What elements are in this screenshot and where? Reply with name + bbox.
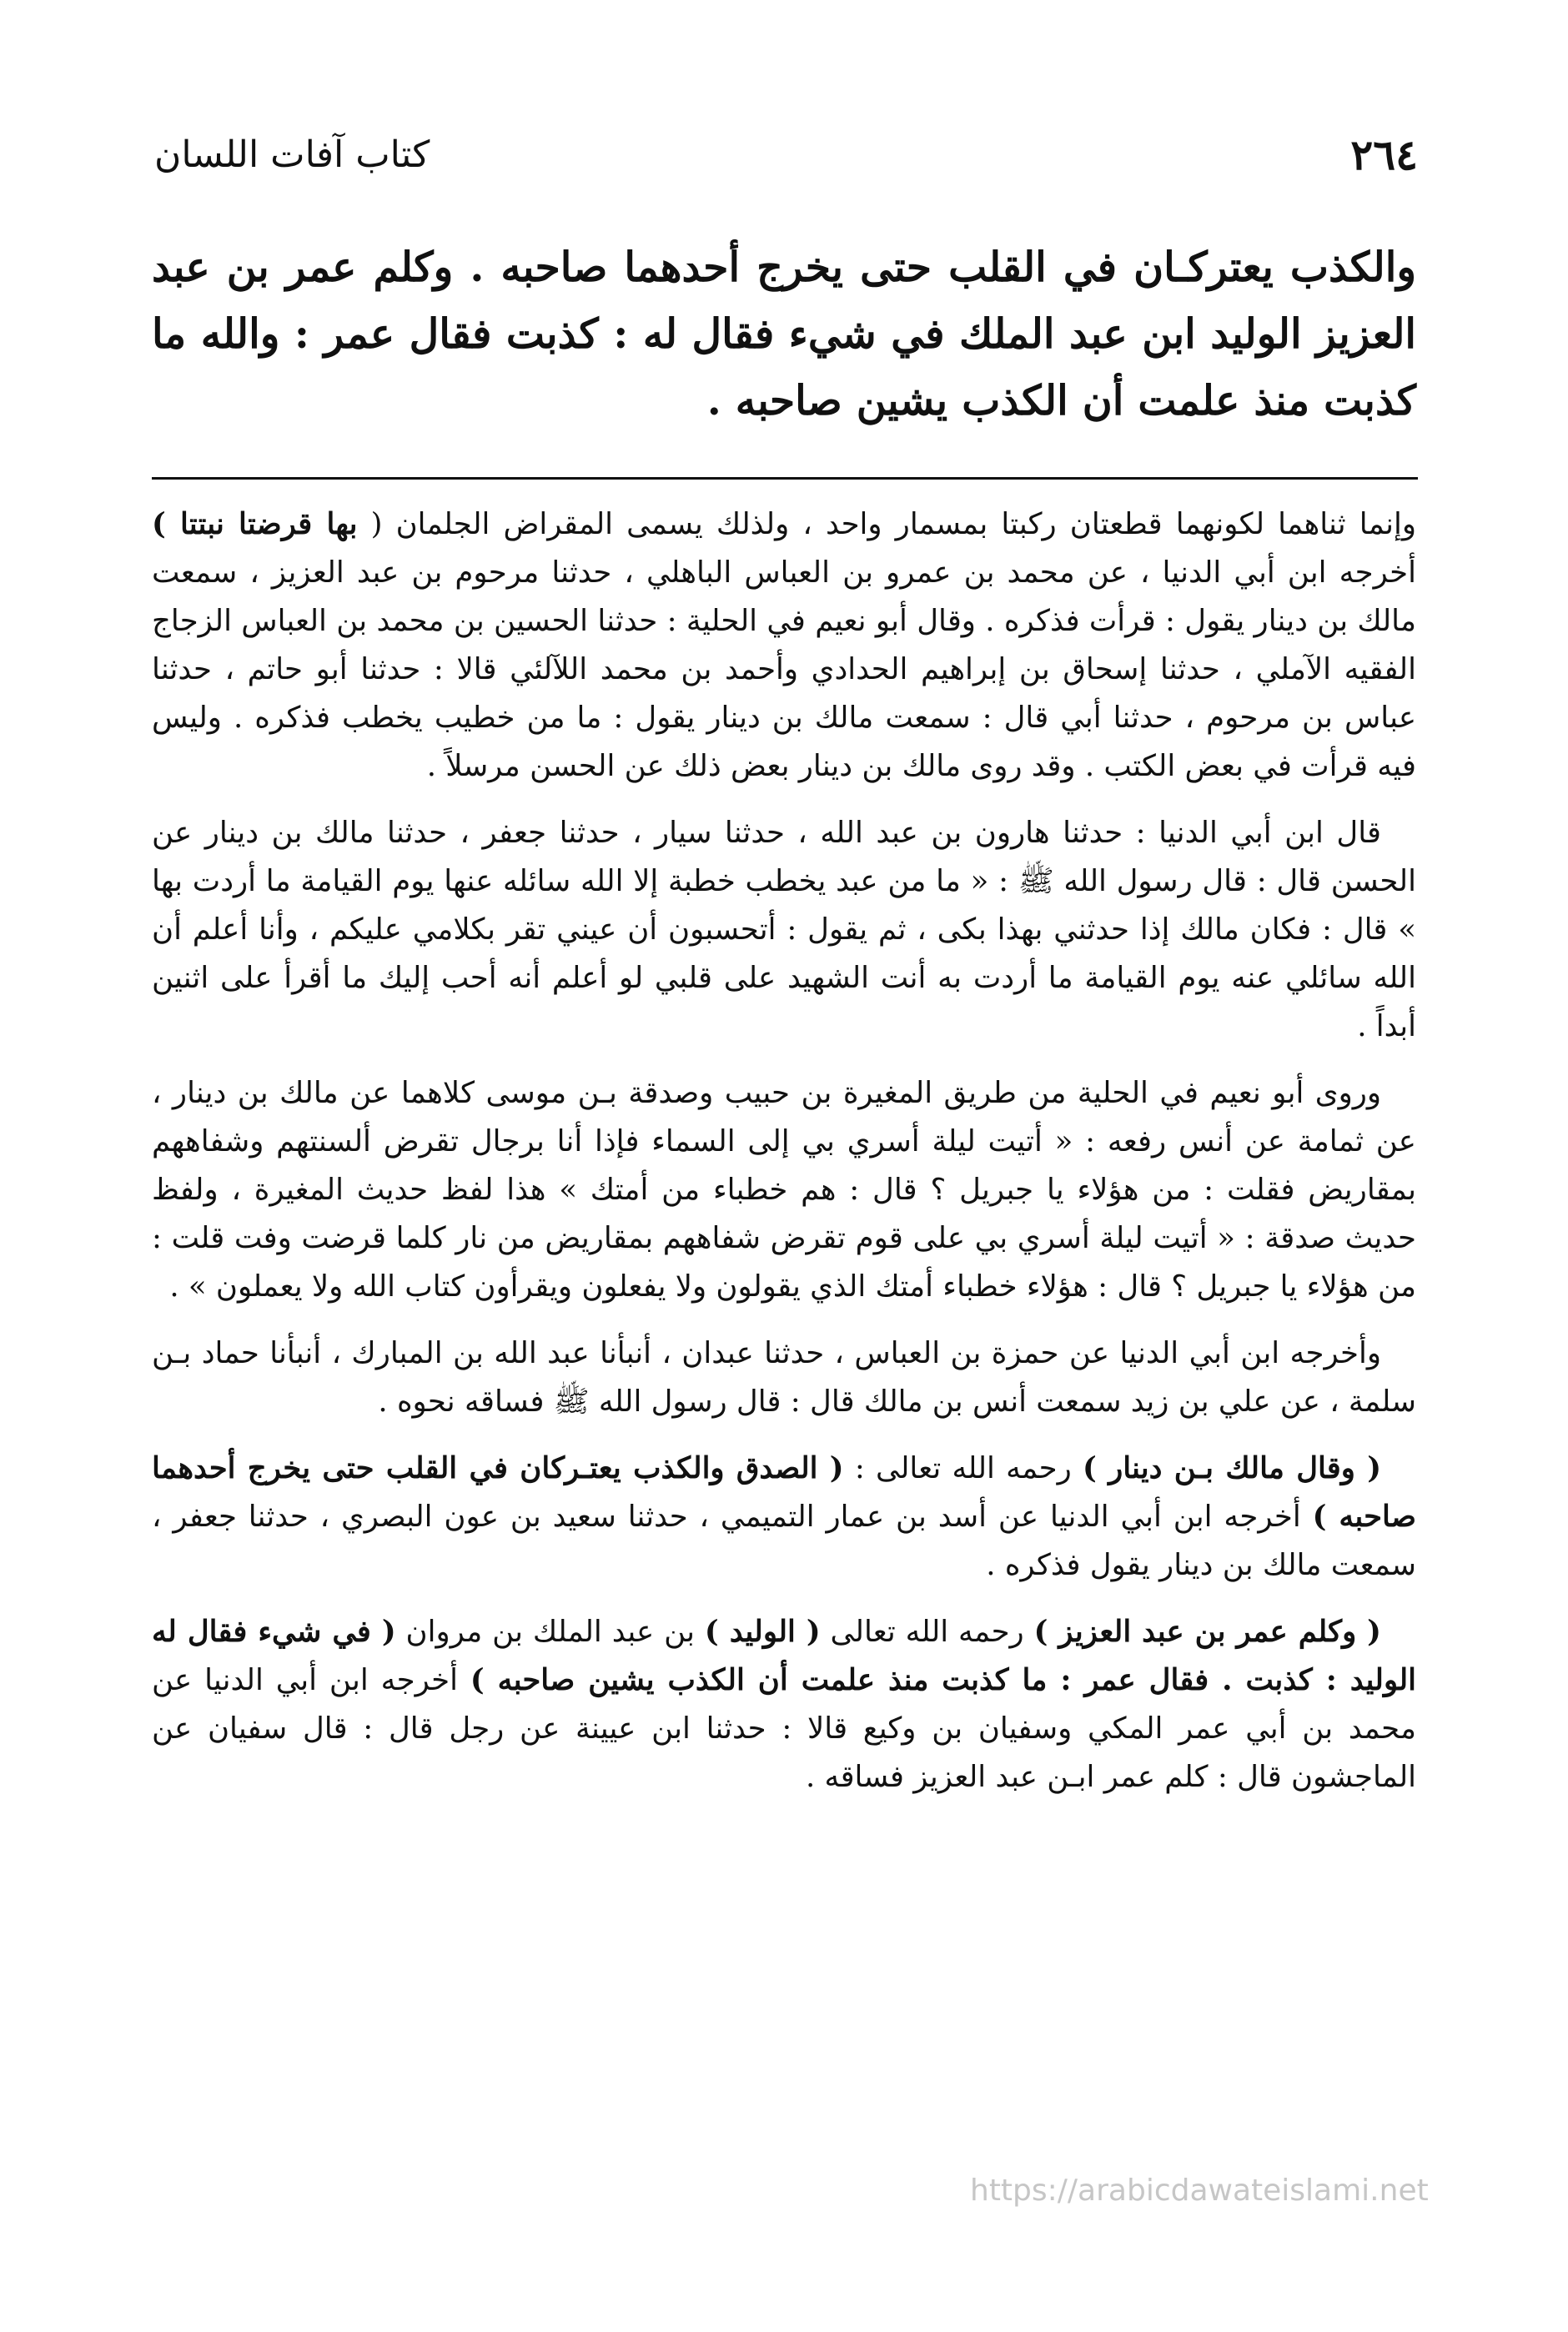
commentary-text: قال ابن أبي الدنيا : حدثنا هارون بن عبد الله ، حدثنا سيار ، حدثنا جعفر ، حدثنا مالك بن دينار عن الحسن قال : قال رسول الله ﷺ : « ما من عبد يخطب خطبة إلا الله سائله عنها يوم القيامة ما أردت بها » قال : فكان مالك إذا حدثني بهذا بكى ، ثم يقول : أتحسبون أن عيني تقر بكلامي عليكم ، وأنا أعلم أن الله سائلي عنه يوم القيامة ما أردت به أنت الشهيد على قلبي لو أعلم أنه أحب إليك ما أقرأ على اثنين أبداً . (152, 816, 1416, 1043)
book-title: كتاب آفات اللسان (154, 133, 430, 176)
commentary-text: وإنما ثناهما لكونهما قطعتان ركبتا بمسمار واحد ، ولذلك يسمى المقراض الجلمان ( (357, 507, 1416, 541)
commentary-text: أخرجه ابن أبي الدنيا عن أسد بن عمار التميمي ، حدثنا سعيد بن عون البصري ، حدثنا جعفر ، سمعت مالك بن دينار يقول فذكره . (152, 1500, 1416, 1582)
quoted-phrase: ( وكلم عمر بن عبد العزيز ) (1033, 1615, 1381, 1649)
commentary-text: أخرجه ابن أبي الدنيا ، عن محمد بن عمرو بن العباس الباهلي ، حدثنا مرحوم بن عبد العزيز ، سمعت مالك بن دينار يقول : قرأت فذكره . وقال أبو نعيم في الحلية : حدثنا الحسين بن محمد بن العباس الزجاج الفقيه الآملي ، حدثنا إسحاق بن إبراهيم الحدادي وأحمد بن محمد اللآلئي قالا : حدثنا أبو حاتم ، حدثنا عباس بن مرحوم ، حدثنا أبي قال : سمعت مالك بن دينار يقول : ما من خطيب يخطب فذكره . وليس فيه قرأت في بعض الكتب . وقد روى مالك بن دينار بعض ذلك عن الحسن مرسلاً . (152, 555, 1416, 783)
commentary-paragraph (152, 1608, 1416, 1802)
commentary-paragraph (152, 809, 1416, 1051)
commentary-text: وأخرجه ابن أبي الدنيا عن حمزة بن العباس ، حدثنا عبدان ، أنبأنا عبد الله بن المبارك ، أنبأنا حماد بـن سلمة ، عن علي بن زيد سمعت أنس بن مالك قال : قال رسول الله ﷺ فساقه نحوه . (152, 1336, 1416, 1419)
watermark-url: https://arabicdawateislami.net (970, 2174, 1429, 2208)
quoted-phrase: ( وقال مالك بـن دينار ) (1083, 1451, 1382, 1485)
page-header (154, 125, 1418, 183)
main-paragraph: والكذب يعتركـان في القلب حتى يخرج أحدهما صاحبه . وكلم عمر بن عبد العزيز الوليد ابن عبد الملك في شيء فقال له : كذبت فقال عمر : والله ما كذبت منذ علمت أن الكذب يشين صاحبه . (152, 243, 1416, 425)
commentary-text: رحمه الله تعالى (820, 1615, 1034, 1649)
commentary-paragraph (152, 1329, 1416, 1426)
commentary-text: رحمه الله تعالى : (843, 1451, 1083, 1485)
commentary-paragraph (152, 1445, 1416, 1590)
quoted-phrase: ( في شيء فقال له الوليد : كذبت . فقال عمر : ما كذبت منذ علمت أن الكذب يشين صاحبه ) (152, 1615, 1416, 1697)
commentary-paragraph (152, 1069, 1416, 1311)
commentary-text: أخرجه ابن أبي الدنيا عن محمد بن أبي عمر المكي وسفيان بن وكيع قالا : حدثنا ابن عيينة عن رجل قال : قال سفيان عن الماجشون قال : كلم عمر ابـن عبد العزيز فساقه . (152, 1663, 1416, 1794)
footnote-divider (152, 477, 1418, 480)
commentary (152, 500, 1416, 1820)
quoted-phrase: بها قرضتا نبتتا ) (152, 507, 358, 541)
page-number: ٢٦٤ (1350, 129, 1418, 179)
commentary-text: وروى أبو نعيم في الحلية من طريق المغيرة بن حبيب وصدقة بـن موسى كلاهما عن مالك بن دينار ، عن ثمامة عن أنس رفعه : « أتيت ليلة أسري بي إلى السماء فإذا أنا برجال تقرض ألسنتهم وشفاههم بمقاريض فقلت : من هؤلاء يا جبريل ؟ قال : هم خطباء من أمتك » هذا لفظ حديث المغيرة ، ولفظ حديث صدقة : « أتيت ليلة أسري بي على قوم تقرض شفاههم بمقاريض من نار كلما قرضت وفت قلت : من هؤلاء يا جبريل ؟ قال : هؤلاء خطباء أمتك الذي يقولون ولا يفعلون ويقرأون كتاب الله ولا يعملون » . (152, 1076, 1416, 1304)
commentary-paragraph (152, 500, 1416, 791)
commentary-text: بن عبد الملك بن مروان (395, 1615, 705, 1649)
quoted-phrase: ( الصدق والكذب يعتـركان في القلب حتى يخرج أحدهما صاحبه ) (152, 1451, 1416, 1534)
main-text (152, 234, 1416, 434)
quoted-phrase: ( الوليد ) (704, 1615, 821, 1649)
